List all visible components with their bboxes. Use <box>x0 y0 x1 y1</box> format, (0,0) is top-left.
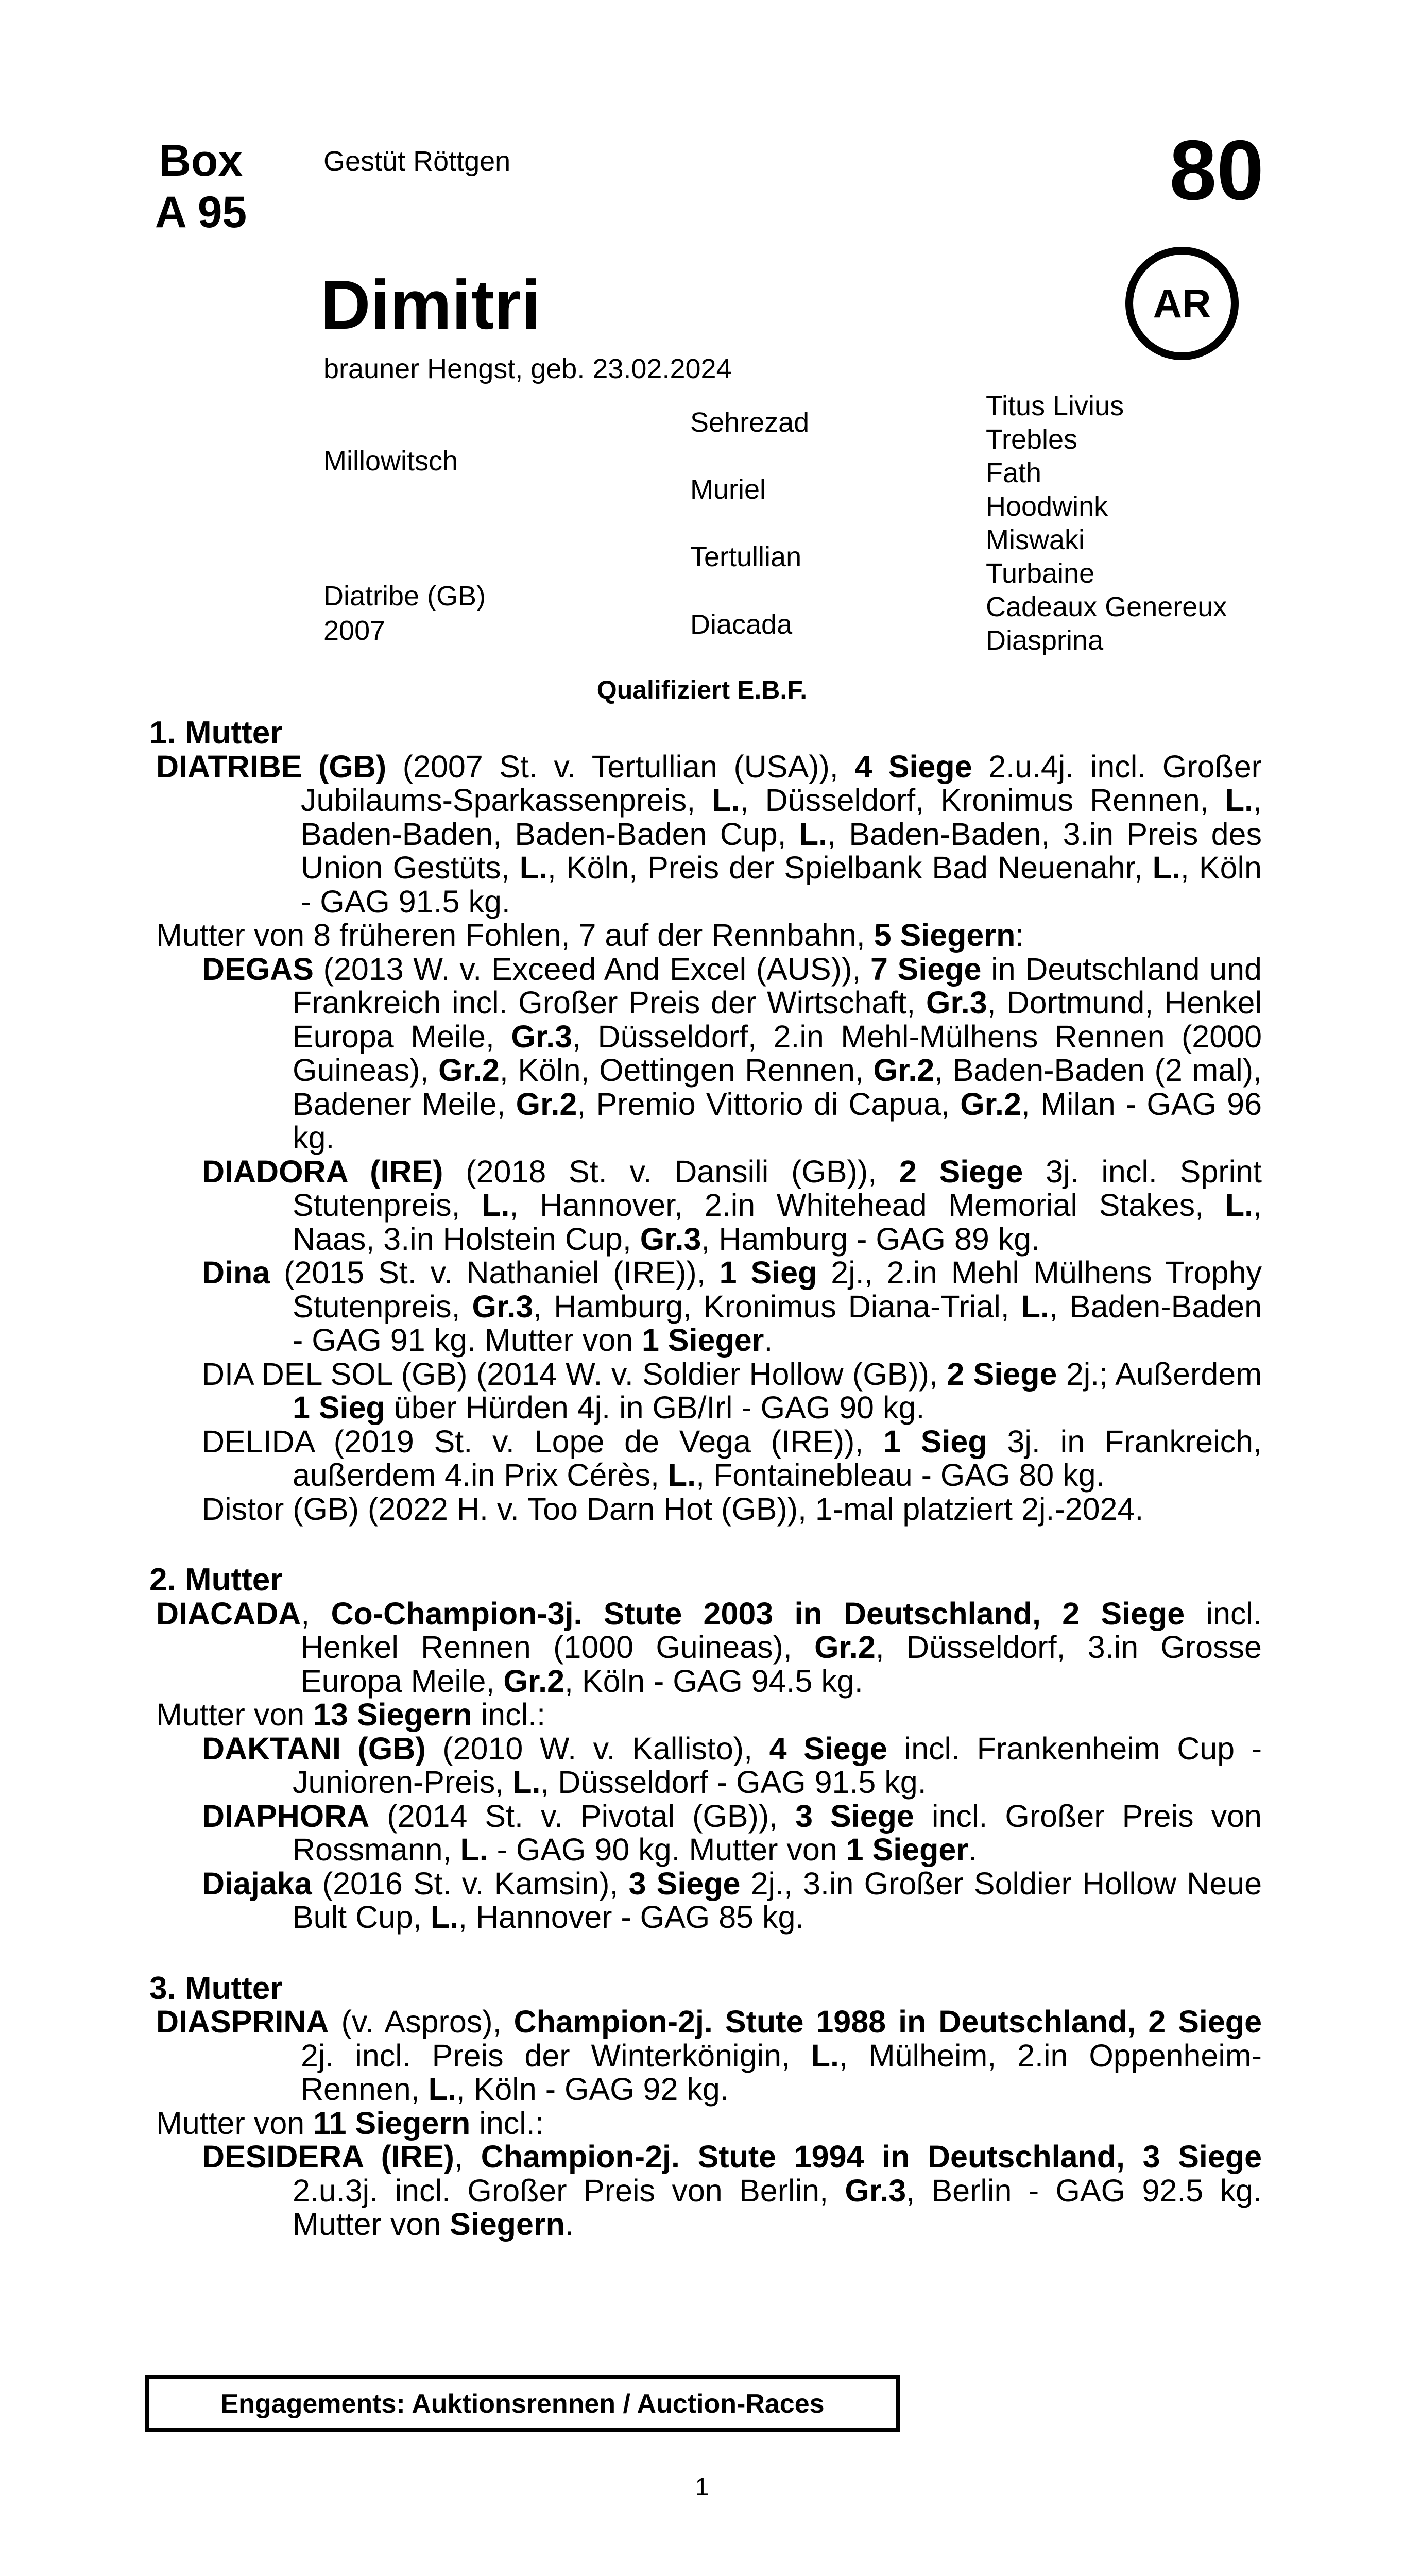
pedigree-gp: Tertullian <box>690 541 802 572</box>
text: 3j. incl. Sprint Stutenpreis, <box>293 1154 1262 1223</box>
breeder: Gestüt Röttgen <box>323 146 511 177</box>
bold-text: L. <box>428 2072 456 2107</box>
box-number <box>149 135 252 238</box>
text: , Hannover - GAG 85 kg. <box>458 1900 804 1935</box>
pedigree-ggp: Turbaine <box>986 558 1095 589</box>
horse-entry <box>149 1425 1262 1493</box>
text: , Baden-Baden, 3.in Preis des Union Gestüts, <box>301 816 1262 885</box>
text: , Hannover, 2.in Whitehead Memorial Stakes, <box>509 1188 1225 1223</box>
text: incl. Großer Preis von Rossmann, <box>293 1798 1262 1867</box>
bold-text: Siegern <box>450 2207 565 2242</box>
bold-text: L. <box>1225 1188 1254 1223</box>
text: , Naas, 3.in Holstein Cup, <box>293 1188 1262 1257</box>
text: , Mülheim, 2.in Oppenheim-Rennen, <box>301 2038 1262 2107</box>
dam-section <box>149 1563 1262 1935</box>
text: , Köln - GAG 91.5 kg. <box>301 850 1262 919</box>
horse-entry <box>149 1597 1262 1699</box>
text: incl. Frankenheim Cup - Junioren-Preis, <box>293 1731 1262 1800</box>
text: DELIDA (2019 St. v. Lope de Vega (IRE)), <box>202 1423 884 1459</box>
bold-text: L. <box>519 850 547 885</box>
text: , Köln, Oettingen Rennen, <box>499 1053 874 1088</box>
text: Distor (GB) (2022 H. v. Too Darn Hot (GB)), 1-mal platziert 2j.-2024. <box>202 1491 1144 1527</box>
text: , Hamburg, Kronimus Diana-Trial, <box>533 1289 1021 1324</box>
text: incl.: <box>470 2105 544 2141</box>
text: in Deutschland und Frankreich incl. Großer Preis der Wirtschaft, <box>293 951 1262 1020</box>
text: , Baden-Baden, Baden-Baden Cup, <box>301 783 1262 852</box>
box-value: A 95 <box>155 188 247 237</box>
section-title: 2. Mutter <box>149 1562 283 1598</box>
bold-text: Gr.3 <box>472 1289 534 1324</box>
horse-entry <box>149 1800 1262 1867</box>
bold-text: L. <box>482 1188 510 1223</box>
text: Mutter von 8 früheren Fohlen, 7 auf der Rennbahn, <box>156 918 874 953</box>
ar-badge-icon <box>1125 247 1239 360</box>
bold-text: Gr.3 <box>926 985 987 1020</box>
bold-text: 11 Siegern <box>313 2105 471 2141</box>
bold-text: L. <box>667 1458 696 1493</box>
bold-text: 7 Siege <box>870 951 982 987</box>
bold-text: Gr.2 <box>438 1053 500 1088</box>
bold-text: L. <box>811 2038 840 2073</box>
offspring-summary <box>149 919 1262 953</box>
text: über Hürden 4j. in GB/Irl - GAG 90 kg. <box>385 1390 925 1425</box>
bold-text: 1 Sieger <box>642 1323 764 1358</box>
pedigree-dam-year: 2007 <box>323 615 386 646</box>
bold-text: Champion-2j. Stute 1988 in Deutschland, 2 Siege <box>513 2004 1262 2039</box>
text: 2.u.3j. incl. Großer Preis von Berlin, <box>293 2173 845 2208</box>
bold-text: Gr.2 <box>873 1053 935 1088</box>
bold-text: 13 Siegern <box>313 1697 472 1732</box>
text: , Köln - GAG 92 kg. <box>456 2072 729 2107</box>
bold-text: Gr.3 <box>511 1019 573 1054</box>
pedigree-ggp-column <box>986 389 1227 657</box>
text: , Düsseldorf, Kronimus Rennen, <box>740 783 1225 818</box>
text: 2j., 3.in Großer Soldier Hollow Neue Bult Cup, <box>293 1866 1262 1935</box>
text: . <box>968 1832 977 1867</box>
text: (2014 St. v. Pivotal (GB)), <box>369 1798 796 1834</box>
text: (2010 W. v. Kallisto), <box>425 1731 769 1766</box>
text: 2j., 2.in Mehl Mülhens Trophy Stutenpreis, <box>293 1255 1262 1324</box>
text: (2016 St. v. Kamsin), <box>312 1866 629 1901</box>
pedigree-ggp: Cadeaux Genereux <box>986 591 1227 622</box>
lot-number: 80 <box>1169 123 1264 217</box>
offspring-summary <box>149 1698 1262 1732</box>
horse-name: Dimitri <box>320 266 541 344</box>
bold-text: DIAPHORA <box>202 1798 370 1834</box>
text: DIA DEL SOL (GB) (2014 W. v. Soldier Hollow (GB)), <box>202 1356 947 1392</box>
text: - GAG 90 kg. Mutter von <box>488 1832 846 1867</box>
text: (2013 W. v. Exceed And Excel (AUS)), <box>313 951 871 987</box>
family-text <box>149 716 1262 2279</box>
text: , Düsseldorf - GAG 91.5 kg. <box>540 1765 927 1800</box>
horse-description: brauner Hengst, geb. 23.02.2024 <box>323 353 732 384</box>
bold-text: Dina <box>202 1255 270 1290</box>
text: (v. Aspros), <box>329 2004 514 2039</box>
horse-entry <box>149 2140 1262 2242</box>
bold-text: Gr.2 <box>503 1663 565 1699</box>
bold-text: 4 Siege <box>854 749 972 784</box>
pedigree-sire: Millowitsch <box>323 446 458 477</box>
bold-text: 4 Siege <box>769 1731 887 1766</box>
text: 2j. incl. Preis der Winterkönigin, <box>301 2038 811 2073</box>
text: , Baden-Baden - GAG 91 kg. Mutter von <box>293 1289 1262 1358</box>
bold-text: 2 Siege <box>947 1356 1057 1392</box>
bold-text: L. <box>1152 850 1180 885</box>
bold-text: Gr.2 <box>814 1630 876 1665</box>
bold-text: 1 Sieg <box>719 1255 817 1290</box>
dam-section <box>149 1972 1262 2242</box>
text: 2.u.4j. incl. Großer Jubilaums-Sparkassenpreis, <box>301 749 1262 818</box>
pedigree-ggp: Miswaki <box>986 524 1085 555</box>
bold-text: 2 Siege <box>899 1154 1023 1189</box>
pedigree-dam: Diatribe (GB) <box>323 581 486 612</box>
offspring-summary <box>149 2107 1262 2141</box>
bold-text: DIADORA (IRE) <box>202 1154 443 1189</box>
text: , Hamburg - GAG 89 kg. <box>701 1221 1040 1257</box>
horse-entry <box>149 1155 1262 1257</box>
pedigree-ggp: Titus Livius <box>986 391 1124 421</box>
bold-text: L. <box>512 1765 541 1800</box>
bold-text: L. <box>799 816 828 852</box>
text: , Fontainebleau - GAG 80 kg. <box>696 1458 1105 1493</box>
text: . <box>564 2207 574 2242</box>
bold-text: Diajaka <box>202 1866 312 1901</box>
bold-text: DAKTANI (GB) <box>202 1731 426 1766</box>
text: incl.: <box>472 1697 546 1732</box>
section-title: 3. Mutter <box>149 1970 283 2006</box>
bold-text: 1 Sieger <box>846 1832 969 1867</box>
text: 2j.; Außerdem <box>1057 1356 1262 1392</box>
bold-text: 5 Siegern <box>874 918 1016 953</box>
badge-label: AR <box>1153 280 1211 326</box>
pedigree-gp: Diacada <box>690 609 793 640</box>
engagements-label: Engagements: Auktionsrennen / Auction-Races <box>220 2388 825 2419</box>
text: , Köln, Preis der Spielbank Bad Neuenahr, <box>547 850 1153 885</box>
text: , Premio Vittorio di Capua, <box>577 1086 961 1122</box>
bold-text: L. <box>1021 1289 1049 1324</box>
pedigree-ggp: Diasprina <box>986 625 1104 656</box>
bold-text: Gr.2 <box>516 1086 577 1122</box>
bold-text: DIASPRINA <box>156 2004 329 2039</box>
text: , Baden-Baden (2 mal), Badener Meile, <box>293 1053 1262 1122</box>
bold-text: L. <box>430 1900 459 1935</box>
text: , Dortmund, Henkel Europa Meile, <box>293 985 1262 1054</box>
horse-entry <box>149 1256 1262 1358</box>
bold-text: L. <box>1225 783 1254 818</box>
text: , <box>301 1596 331 1631</box>
bold-text: 1 Sieg <box>293 1390 385 1425</box>
horse-entry <box>149 2005 1262 2107</box>
bold-text: Gr.3 <box>845 2173 906 2208</box>
text: (2015 St. v. Nathaniel (IRE)), <box>270 1255 720 1290</box>
text: , <box>454 2139 481 2174</box>
bold-text: Co-Champion-3j. Stute 2003 in Deutschland, 2 Siege <box>331 1596 1185 1631</box>
bold-text: DESIDERA (IRE) <box>202 2139 454 2174</box>
text: , Köln - GAG 94.5 kg. <box>564 1663 863 1699</box>
text: incl. Henkel Rennen (1000 Guineas), <box>301 1596 1262 1665</box>
text: 3j. in Frankreich, außerdem 4.in Prix Cérès, <box>293 1423 1262 1493</box>
text: , Berlin - GAG 92.5 kg. Mutter von <box>293 2173 1262 2242</box>
bold-text: L. <box>712 783 740 818</box>
qualification: Qualifiziert E.B.F. <box>596 675 808 704</box>
bold-text: Gr.3 <box>640 1221 701 1257</box>
text: Mutter von <box>156 1697 314 1732</box>
bold-text: Champion-2j. Stute 1994 in Deutschland, 3 Siege <box>481 2139 1262 2174</box>
text: : <box>1015 918 1024 953</box>
dam-section <box>149 716 1262 1526</box>
bold-text: DEGAS <box>202 951 314 987</box>
text: Mutter von <box>156 2105 314 2141</box>
horse-entry <box>149 1867 1262 1935</box>
bold-text: 3 Siege <box>795 1798 914 1834</box>
engagements-box <box>145 2375 900 2432</box>
horse-entry <box>149 1732 1262 1800</box>
text: , Milan - GAG 96 kg. <box>293 1086 1262 1155</box>
page-number: 1 <box>695 2473 709 2501</box>
text: (2007 St. v. Tertullian (USA)), <box>386 749 855 784</box>
bold-text: L. <box>460 1832 488 1867</box>
bold-text: DIACADA <box>156 1596 301 1631</box>
horse-entry <box>149 1493 1262 1527</box>
text: . <box>764 1323 773 1358</box>
bold-text: 3 Siege <box>628 1866 741 1901</box>
horse-entry <box>149 750 1262 919</box>
pedigree-ggp: Hoodwink <box>986 491 1108 522</box>
pedigree-ggp: Fath <box>986 457 1042 488</box>
pedigree-ggp: Trebles <box>986 424 1078 455</box>
text: , Düsseldorf, 3.in Grosse Europa Meile, <box>301 1630 1262 1699</box>
text: (2018 St. v. Dansili (GB)), <box>443 1154 899 1189</box>
pedigree-gp: Muriel <box>690 474 766 505</box>
bold-text: Gr.2 <box>960 1086 1021 1122</box>
section-title: 1. Mutter <box>149 715 283 751</box>
pedigree-gp: Sehrezad <box>690 407 810 438</box>
horse-entry <box>149 953 1262 1155</box>
horse-entry <box>149 1358 1262 1425</box>
bold-text: 1 Sieg <box>883 1423 987 1459</box>
text: , Düsseldorf, 2.in Mehl-Mülhens Rennen (2000 Guineas), <box>293 1019 1262 1088</box>
bold-text: DIATRIBE (GB) <box>156 749 387 784</box>
box-label: Box <box>159 136 243 185</box>
